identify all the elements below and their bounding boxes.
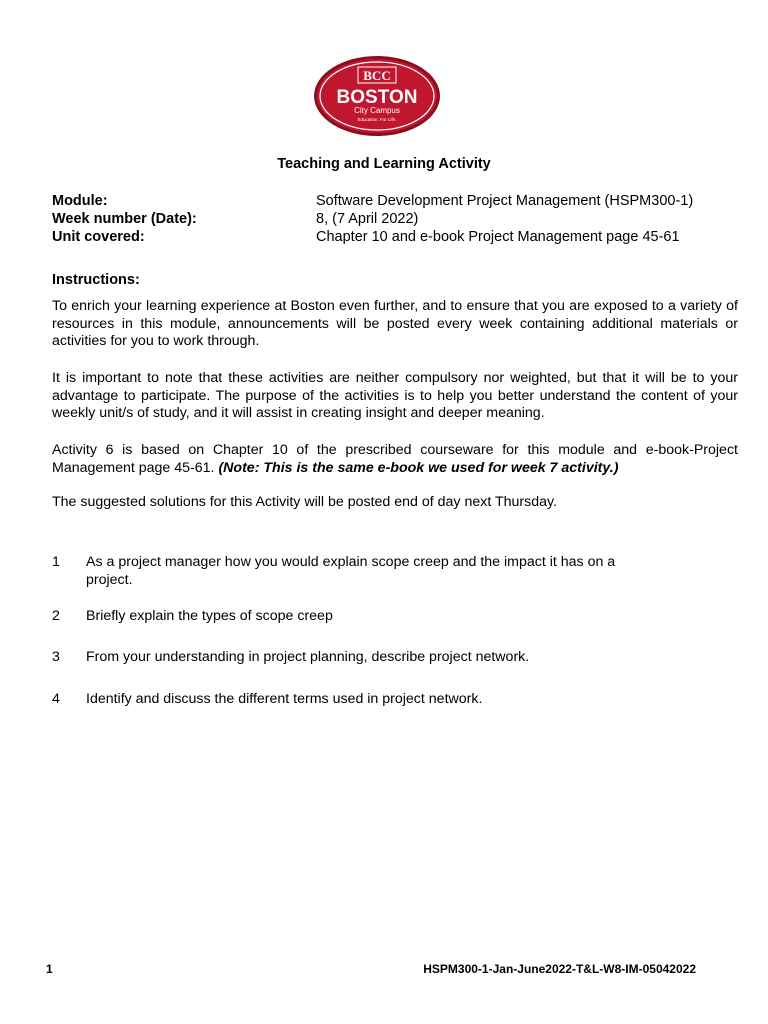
question-number: 2 [52, 608, 60, 624]
logo-sub-text: City Campus [354, 106, 400, 115]
logo-emblem-graphic [313, 55, 441, 137]
question-number: 1 [52, 554, 60, 570]
instructions-paragraph-2: It is important to note that these activities are neither compulsory nor weighted, but that it will be to your advantage to participate. The purpose of the activities is to help you better understand the content of your weekly unit/s of study, and it will assist in creating insight and deeper meaning. [52, 370, 738, 421]
footer-page-number: 1 [46, 962, 53, 976]
boston-city-campus-logo [313, 55, 441, 137]
meta-value: Software Development Project Management (HSPM300-1) [316, 193, 694, 209]
meta-row-week [52, 210, 742, 228]
question-number: 4 [52, 691, 60, 707]
question-number: 3 [52, 649, 60, 665]
meta-value: 8, (7 April 2022) [316, 211, 419, 227]
meta-label: Week number (Date): [52, 211, 197, 227]
question-text: Briefly explain the types of scope creep [86, 608, 333, 624]
paragraph-3-text: Activity 6 is based on Chapter 10 of the prescribed courseware for this module and e-book-Project Management page 45-61. [52, 442, 738, 476]
question-text: Identify and discuss the different terms used in project network. [86, 691, 483, 707]
instructions-paragraph-4: The suggested solutions for this Activity will be posted end of day next Thursday. [52, 494, 557, 510]
instructions-heading: Instructions: [52, 272, 140, 288]
meta-row-module [52, 192, 742, 210]
instructions-paragraph-3 [52, 442, 738, 477]
document-title: Teaching and Learning Activity [277, 156, 491, 172]
logo-tagline: Education. For Life. [357, 117, 397, 122]
meta-value: Chapter 10 and e-book Project Management page 45-61 [316, 229, 680, 245]
footer-document-code: HSPM300-1-Jan-June2022-T&L-W8-IM-05042022 [423, 962, 696, 976]
question-text: As a project manager how you would explain scope creep and the impact it has on a project. [86, 554, 616, 588]
meta-label: Unit covered: [52, 229, 145, 245]
meta-row-unit [52, 228, 742, 246]
question-text: From your understanding in project planning, describe project network. [86, 649, 530, 665]
meta-label: Module: [52, 193, 108, 209]
instructions-paragraph-1: To enrich your learning experience at Boston even further, and to ensure that you are exposed to a variety of resources in this module, announcements will be posted every week containing additional materials or activities for you to work through. [52, 298, 738, 349]
paragraph-3-note: (Note: This is the same e-book we used for week 7 activity.) [218, 459, 619, 476]
logo-emblem-text: BCC [363, 68, 391, 83]
logo-main-text: BOSTON [336, 87, 418, 108]
